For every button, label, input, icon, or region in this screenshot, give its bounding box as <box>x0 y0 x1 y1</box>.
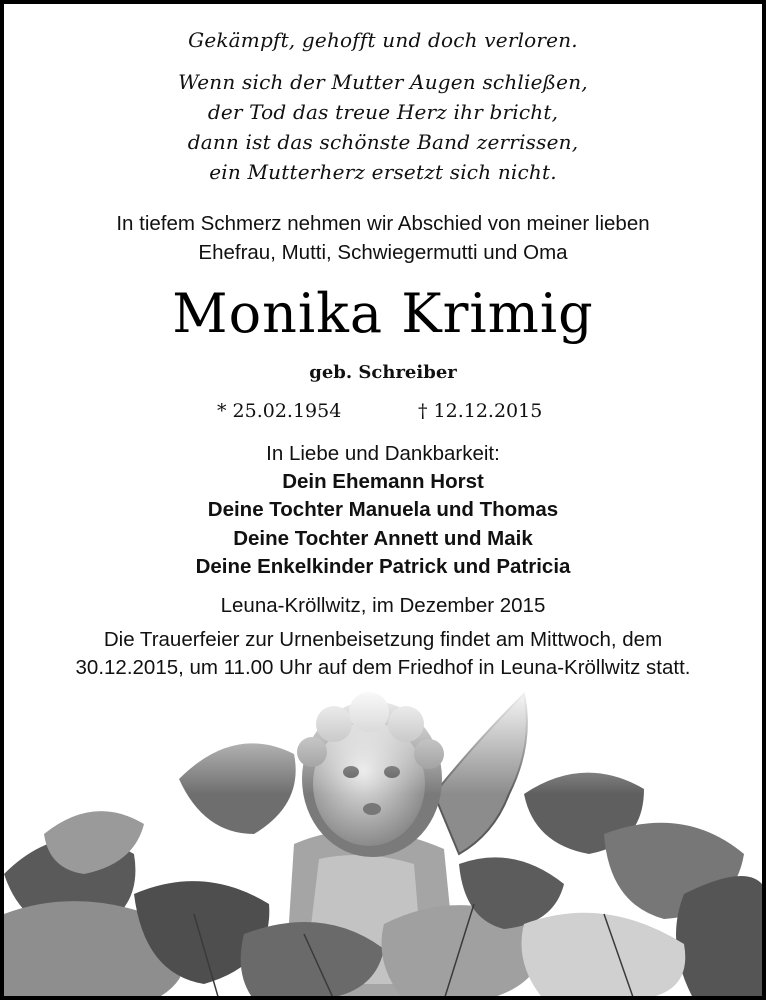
mourner-1: Dein Ehemann Horst <box>282 470 484 493</box>
place-date: Leuna-Kröllwitz, im Dezember 2015 <box>220 594 546 617</box>
angel-with-ivy-image <box>4 684 762 1000</box>
ceremony-line-2: 30.12.2015, um 11.00 Uhr auf dem Friedhof in Leuna-Kröllwitz statt. <box>75 656 691 679</box>
maiden-name: geb. Schreiber <box>309 362 457 383</box>
mourner-4: Deine Enkelkinder Patrick und Patricia <box>195 555 571 578</box>
mourner-3: Deine Tochter Annett und Maik <box>233 527 533 550</box>
death-date: † 12.12.2015 <box>418 400 543 422</box>
mourners-heading: In Liebe und Dankbarkeit: <box>266 442 500 465</box>
mourner-2: Deine Tochter Manuela und Thomas <box>207 498 559 521</box>
intro-line-1: In tiefem Schmerz nehmen wir Abschied von meiner lieben <box>116 212 650 235</box>
poem-line-4: dann ist das schönste Band zerrissen, <box>187 130 579 154</box>
deceased-name: Monika Krimig <box>172 282 594 345</box>
poem-line-3: der Tod das treue Herz ihr bricht, <box>207 100 559 124</box>
poem-line-2: Wenn sich der Mutter Augen schließen, <box>178 70 588 94</box>
intro-line-2: Ehefrau, Mutti, Schwiegermutti und Oma <box>198 241 568 264</box>
poem-line-5: ein Mutterherz ersetzt sich nicht. <box>209 160 557 184</box>
poem-line-1: Gekämpft, gehofft und doch verloren. <box>188 28 578 52</box>
ceremony-line-1: Die Trauerfeier zur Urnenbeisetzung findet am Mittwoch, dem <box>103 628 663 651</box>
birth-date: * 25.02.1954 <box>217 400 342 422</box>
